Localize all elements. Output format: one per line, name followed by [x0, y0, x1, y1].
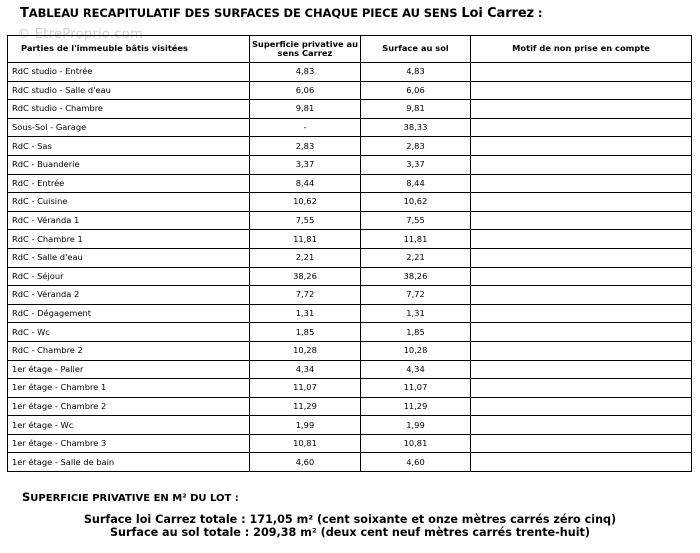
cell-carrez-surface: 1,99	[250, 416, 361, 435]
header-floor: Surface au sol	[361, 36, 471, 63]
cell-room-name: RdC - Salle d'eau	[8, 248, 250, 267]
cell-floor-surface: 2,83	[361, 137, 471, 156]
cell-floor-surface: 7,55	[361, 211, 471, 230]
table-row	[8, 174, 692, 193]
table-row	[8, 155, 692, 174]
cell-carrez-surface: 4,60	[250, 453, 361, 472]
cell-exclusion-reason	[471, 100, 692, 119]
cell-exclusion-reason	[471, 81, 692, 100]
cell-carrez-surface: 11,07	[250, 379, 361, 398]
cell-floor-surface: 3,37	[361, 155, 471, 174]
cell-room-name: 1er étage - Palier	[8, 360, 250, 379]
cell-room-name: RdC - Entrée	[8, 174, 250, 193]
cell-room-name: RdC - Chambre 2	[8, 341, 250, 360]
cell-exclusion-reason	[471, 286, 692, 305]
cell-floor-surface: 1,31	[361, 304, 471, 323]
cell-carrez-surface: 2,21	[250, 248, 361, 267]
cell-floor-surface: 38,33	[361, 118, 471, 137]
cell-carrez-surface: 7,72	[250, 286, 361, 305]
cell-room-name: 1er étage - Chambre 3	[8, 434, 250, 453]
page-title	[20, 6, 542, 21]
cell-exclusion-reason	[471, 434, 692, 453]
cell-floor-surface: 10,28	[361, 341, 471, 360]
cell-carrez-surface: 10,81	[250, 434, 361, 453]
cell-exclusion-reason	[471, 155, 692, 174]
cell-room-name: RdC - Buanderie	[8, 155, 250, 174]
cell-room-name: RdC studio - Chambre	[8, 100, 250, 119]
table-header-row	[8, 36, 692, 63]
cell-floor-surface: 7,72	[361, 286, 471, 305]
table-row	[8, 434, 692, 453]
table-row	[8, 379, 692, 398]
footer-title-initial: S	[22, 490, 31, 504]
cell-floor-surface: 4,83	[361, 63, 471, 82]
cell-exclusion-reason	[471, 416, 692, 435]
table-row	[8, 100, 692, 119]
cell-exclusion-reason	[471, 341, 692, 360]
cell-room-name: 1er étage - Salle de bain	[8, 453, 250, 472]
cell-exclusion-reason	[471, 118, 692, 137]
cell-floor-surface: 10,62	[361, 193, 471, 212]
table-row	[8, 416, 692, 435]
cell-room-name: RdC studio - Entrée	[8, 63, 250, 82]
cell-carrez-surface: 4,34	[250, 360, 361, 379]
table-row	[8, 81, 692, 100]
surfaces-table	[7, 35, 692, 472]
table-row	[8, 248, 692, 267]
floor-total: Surface au sol totale : 209,38 m² (deux cent neuf mètres carrés trente-huit)	[109, 526, 590, 539]
watermark: © EtreProprio.com	[17, 27, 144, 42]
cell-exclusion-reason	[471, 193, 692, 212]
table-row	[8, 360, 692, 379]
cell-carrez-surface: 1,31	[250, 304, 361, 323]
cell-exclusion-reason	[471, 304, 692, 323]
cell-room-name: 1er étage - Chambre 1	[8, 379, 250, 398]
cell-carrez-surface: 10,28	[250, 341, 361, 360]
table-body	[8, 63, 692, 472]
cell-exclusion-reason	[471, 248, 692, 267]
cell-carrez-surface: 10,62	[250, 193, 361, 212]
cell-exclusion-reason	[471, 360, 692, 379]
cell-carrez-surface: 11,81	[250, 230, 361, 249]
table-row	[8, 267, 692, 286]
cell-floor-surface: 6,06	[361, 81, 471, 100]
footer-title	[22, 490, 239, 504]
cell-floor-surface: 38,26	[361, 267, 471, 286]
cell-carrez-surface: 8,44	[250, 174, 361, 193]
table-row	[8, 341, 692, 360]
cell-exclusion-reason	[471, 230, 692, 249]
title-text: ABLEAU RECAPITULATIF DES SURFACES DE CHAQUE PIECE AU SENS	[28, 6, 462, 20]
cell-exclusion-reason	[471, 379, 692, 398]
cell-floor-surface: 4,34	[361, 360, 471, 379]
carrez-total: Surface loi Carrez totale : 171,05 m² (cent soixante et onze mètres carrés zéro cinq)	[83, 513, 617, 526]
cell-carrez-surface: -	[250, 118, 361, 137]
footer-title-text: UPERFICIE PRIVATIVE EN M² DU LOT :	[30, 493, 239, 504]
cell-room-name: RdC - Véranda 1	[8, 211, 250, 230]
cell-carrez-surface: 11,29	[250, 397, 361, 416]
cell-exclusion-reason	[471, 453, 692, 472]
title-law: Loi Carrez	[461, 6, 535, 21]
table-row	[8, 286, 692, 305]
cell-exclusion-reason	[471, 137, 692, 156]
cell-carrez-surface: 6,06	[250, 81, 361, 100]
table-row	[8, 304, 692, 323]
cell-floor-surface: 8,44	[361, 174, 471, 193]
cell-carrez-surface: 38,26	[250, 267, 361, 286]
cell-carrez-surface: 9,81	[250, 100, 361, 119]
cell-carrez-surface: 4,83	[250, 63, 361, 82]
cell-room-name: 1er étage - Chambre 2	[8, 397, 250, 416]
cell-floor-surface: 10,81	[361, 434, 471, 453]
table-row	[8, 193, 692, 212]
cell-carrez-surface: 3,37	[250, 155, 361, 174]
cell-floor-surface: 11,07	[361, 379, 471, 398]
table-row	[8, 137, 692, 156]
cell-room-name: Sous-Sol - Garage	[8, 118, 250, 137]
cell-exclusion-reason	[471, 267, 692, 286]
cell-exclusion-reason	[471, 397, 692, 416]
cell-room-name: RdC - Dégagement	[8, 304, 250, 323]
header-reason: Motif de non prise en compte	[471, 36, 692, 63]
table-row	[8, 453, 692, 472]
cell-floor-surface: 1,99	[361, 416, 471, 435]
cell-room-name: RdC - Séjour	[8, 267, 250, 286]
header-carrez: Superficie privative au sens Carrez	[250, 36, 361, 63]
cell-carrez-surface: 1,85	[250, 323, 361, 342]
cell-floor-surface: 2,21	[361, 248, 471, 267]
cell-exclusion-reason	[471, 211, 692, 230]
cell-floor-surface: 9,81	[361, 100, 471, 119]
table-row	[8, 118, 692, 137]
table-row	[8, 230, 692, 249]
table-row	[8, 63, 692, 82]
cell-room-name: RdC studio - Salle d'eau	[8, 81, 250, 100]
cell-floor-surface: 11,81	[361, 230, 471, 249]
header-parts: Parties de l'immeuble bâtis visitées	[8, 36, 250, 63]
title-initial: T	[20, 6, 29, 21]
cell-room-name: RdC - Véranda 2	[8, 286, 250, 305]
cell-room-name: RdC - Wc	[8, 323, 250, 342]
cell-exclusion-reason	[471, 323, 692, 342]
cell-floor-surface: 4,60	[361, 453, 471, 472]
table-row	[8, 397, 692, 416]
table-row	[8, 211, 692, 230]
cell-floor-surface: 11,29	[361, 397, 471, 416]
cell-exclusion-reason	[471, 174, 692, 193]
table-row	[8, 323, 692, 342]
cell-exclusion-reason	[471, 63, 692, 82]
cell-room-name: RdC - Chambre 1	[8, 230, 250, 249]
cell-floor-surface: 1,85	[361, 323, 471, 342]
title-suffix: :	[534, 6, 543, 20]
cell-carrez-surface: 7,55	[250, 211, 361, 230]
cell-carrez-surface: 2,83	[250, 137, 361, 156]
cell-room-name: RdC - Cuisine	[8, 193, 250, 212]
cell-room-name: RdC - Sas	[8, 137, 250, 156]
cell-room-name: 1er étage - Wc	[8, 416, 250, 435]
